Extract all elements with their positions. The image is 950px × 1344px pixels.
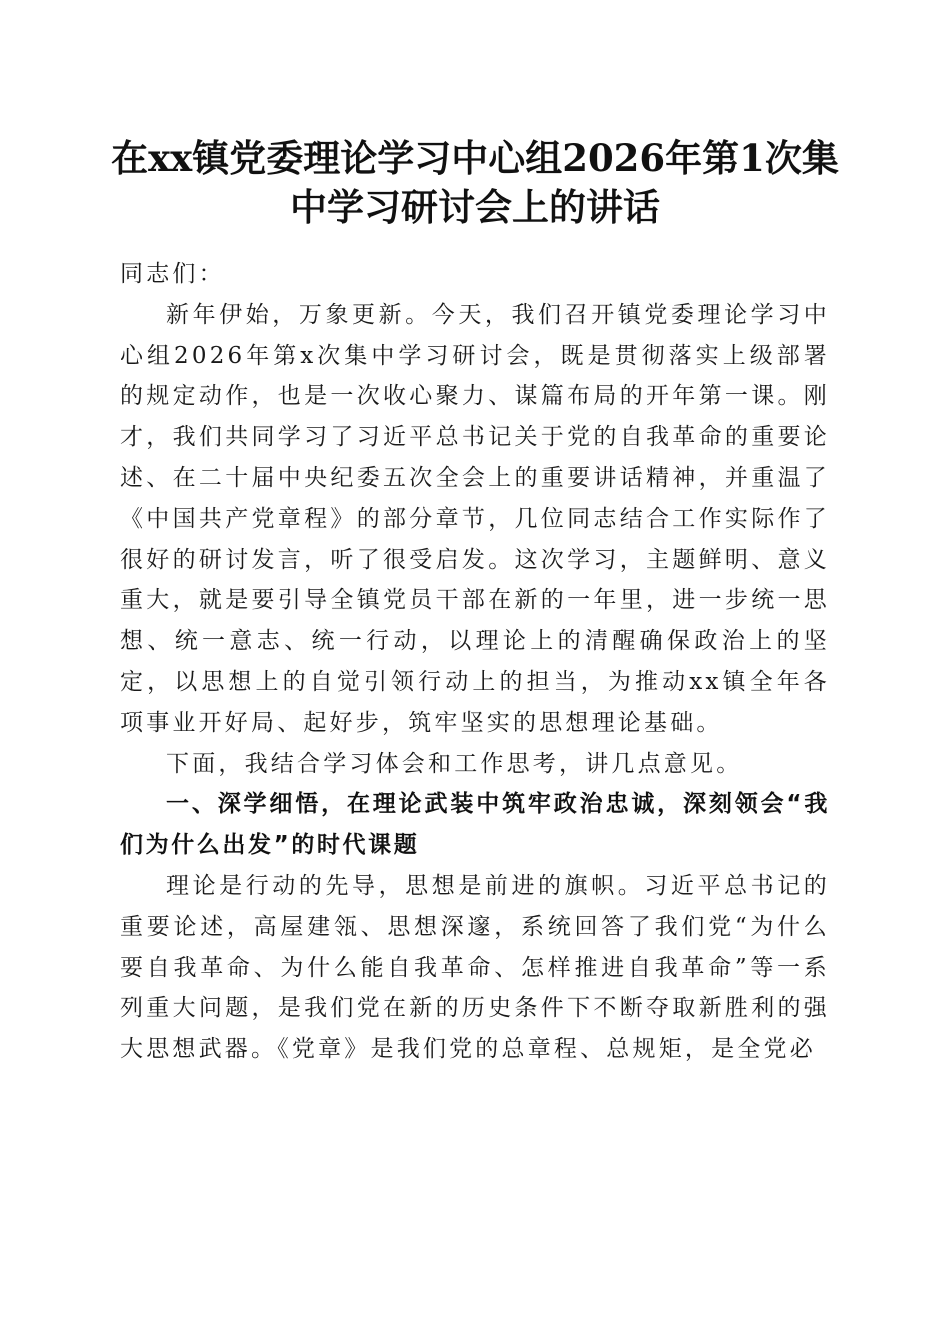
paragraph-transition: 下面，我结合学习体会和工作思考，讲几点意见。 bbox=[166, 750, 743, 777]
title-line-2: 中学习研讨会上的讲话 bbox=[290, 185, 660, 229]
paragraph-opening: 新年伊始，万象更新。今天，我们召开镇党委理论学习中心组2026年第x次集中学习研讨会，既是贯彻落实上级部署的规定动作，也是一次收心聚力、谋篇布局的开年第一课。刚才，我们共同学习了习近平总书记关于党的自我革命的重要论述、在二十届中央纪委五次全会上的重要讲话精神，并重温了《中国共产党章程》的部分章节，几位同志结合工作实际作了很好的研讨发言，听了很受启发。这次学习，主题鲜明、意义重大，就是要引导全镇党员干部在新的一年里，进一步统一思想、统一意志、统一行动，以理论上的清醒确保政治上的坚定，以思想上的自觉引领行动上的担当，为推动xx镇全年各项事业开好局、起好步，筑牢坚实的思想理论基础。 bbox=[120, 301, 830, 736]
salutation: 同志们： bbox=[120, 261, 225, 287]
document-body bbox=[120, 254, 830, 1070]
document-title bbox=[110, 134, 840, 232]
section-heading-1: 一、深学细悟，在理论武装中筑牢政治忠诚，深刻领会“我们为什么出发”的时代课题 bbox=[120, 791, 830, 859]
paragraph-section-1: 理论是行动的先导，思想是前进的旗帜。习近平总书记的重要论述，高屋建瓴、思想深邃，系统回答了我们党“为什么要自我革命、为什么能自我革命、怎样推进自我革命”等一系列重大问题，是我们党在新的历史条件下不断夺取新胜利的强大思想武器。《党章》是我们党的总章程、总规矩，是全党必 bbox=[120, 872, 830, 1063]
title-line-1: 在xx镇党委理论学习中心组2026年第1次集 bbox=[111, 136, 839, 180]
